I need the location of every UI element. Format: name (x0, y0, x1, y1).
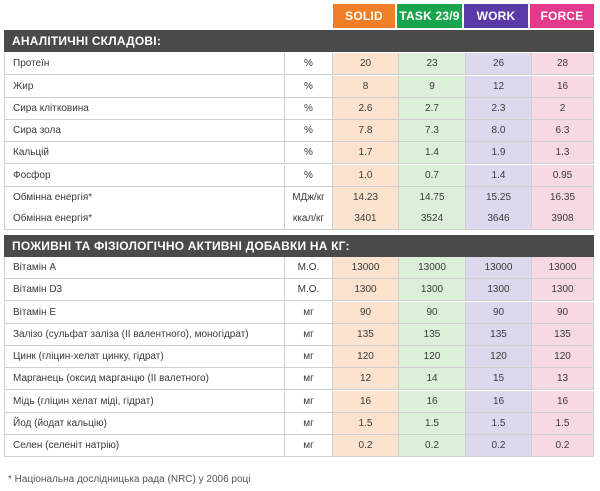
row-label: Цинк (гліцин-хелат цинку, гідрат) (4, 346, 285, 368)
product-header-solid: SOLID (333, 4, 395, 28)
value-solid: 7.8 (333, 120, 399, 142)
value-solid: 8 (333, 76, 399, 98)
product-header-work: WORK (464, 4, 528, 28)
row-unit: мг (285, 368, 333, 390)
table-row (4, 76, 594, 98)
value-solid: 135 (333, 324, 399, 346)
value-task: 1.5 (399, 413, 466, 435)
value-work: 3646 (466, 208, 532, 230)
value-task: 120 (399, 346, 466, 368)
row-unit: мг (285, 324, 333, 346)
value-task: 7.3 (399, 120, 466, 142)
value-work: 8.0 (466, 120, 532, 142)
table-row (4, 413, 594, 435)
row-label: Обмінна енергія* (4, 208, 285, 230)
value-force: 13 (532, 368, 594, 390)
value-solid: 13000 (333, 257, 399, 279)
row-unit: % (285, 76, 333, 98)
value-solid: 90 (333, 302, 399, 324)
value-task: 14.75 (399, 187, 466, 209)
row-unit: мг (285, 435, 333, 457)
value-force: 120 (532, 346, 594, 368)
row-unit: % (285, 53, 333, 75)
section-header: ПОЖИВНІ ТА ФІЗІОЛОГІЧНО АКТИВНІ ДОБАВКИ НА КГ: (4, 235, 594, 257)
row-unit: мг (285, 302, 333, 324)
value-task: 90 (399, 302, 466, 324)
row-unit: ккал/кг (285, 208, 333, 230)
product-header-row (0, 4, 600, 28)
table-row (4, 324, 594, 346)
value-work: 15.25 (466, 187, 532, 209)
table-row (4, 279, 594, 301)
table-row (4, 257, 594, 279)
row-label: Селен (селеніт натрію) (4, 435, 285, 457)
row-unit: мг (285, 346, 333, 368)
section-header: АНАЛІТИЧНІ СКЛАДОВІ: (4, 30, 594, 52)
table-row (4, 368, 594, 390)
value-work: 0.2 (466, 435, 532, 457)
value-work: 15 (466, 368, 532, 390)
value-task: 135 (399, 324, 466, 346)
value-force: 1.5 (532, 413, 594, 435)
product-header-task: TASK 23/9 (397, 4, 462, 28)
row-unit: % (285, 142, 333, 164)
value-work: 135 (466, 324, 532, 346)
value-solid: 1.7 (333, 142, 399, 164)
row-unit: М.О. (285, 279, 333, 301)
row-unit: % (285, 98, 333, 120)
value-force: 13000 (532, 257, 594, 279)
row-unit: мг (285, 413, 333, 435)
value-work: 26 (466, 53, 532, 75)
value-work: 2.3 (466, 98, 532, 120)
value-force: 3908 (532, 208, 594, 230)
row-label: Фосфор (4, 165, 285, 187)
row-label: Залізо (сульфат заліза (II валентного), моногідрат) (4, 324, 285, 346)
value-force: 0.2 (532, 435, 594, 457)
value-work: 1300 (466, 279, 532, 301)
row-label: Мідь (гліцин хелат міді, гідрат) (4, 391, 285, 413)
table-row (4, 98, 594, 120)
value-task: 0.7 (399, 165, 466, 187)
value-force: 1.3 (532, 142, 594, 164)
table-row (4, 120, 594, 142)
value-force: 1300 (532, 279, 594, 301)
value-task: 23 (399, 53, 466, 75)
value-work: 1.9 (466, 142, 532, 164)
row-label: Марганець (оксид марганцю (II валетного) (4, 368, 285, 390)
value-work: 16 (466, 391, 532, 413)
value-solid: 3401 (333, 208, 399, 230)
value-task: 3524 (399, 208, 466, 230)
value-task: 9 (399, 76, 466, 98)
value-solid: 14.23 (333, 187, 399, 209)
value-force: 16.35 (532, 187, 594, 209)
value-solid: 0.2 (333, 435, 399, 457)
value-work: 1.4 (466, 165, 532, 187)
value-solid: 1300 (333, 279, 399, 301)
row-label: Вітамін А (4, 257, 285, 279)
row-label: Кальцій (4, 142, 285, 164)
product-header-force: FORCE (530, 4, 594, 28)
value-work: 13000 (466, 257, 532, 279)
value-task: 16 (399, 391, 466, 413)
table-row (4, 187, 594, 209)
value-solid: 1.5 (333, 413, 399, 435)
value-task: 13000 (399, 257, 466, 279)
table-row (4, 391, 594, 413)
value-solid: 1.0 (333, 165, 399, 187)
table-row (4, 435, 594, 457)
value-task: 1.4 (399, 142, 466, 164)
table-row (4, 142, 594, 164)
value-force: 90 (532, 302, 594, 324)
value-work: 90 (466, 302, 532, 324)
row-unit: % (285, 165, 333, 187)
row-label: Сира клітковина (4, 98, 285, 120)
row-label: Вітамін D3 (4, 279, 285, 301)
value-force: 2 (532, 98, 594, 120)
table-row (4, 208, 594, 230)
row-unit: мг (285, 391, 333, 413)
value-work: 120 (466, 346, 532, 368)
value-solid: 120 (333, 346, 399, 368)
value-task: 2.7 (399, 98, 466, 120)
footnote: * Національна дослідницька рада (NRC) у 2006 році (8, 474, 251, 485)
value-task: 0.2 (399, 435, 466, 457)
row-unit: МДж/кг (285, 187, 333, 209)
value-force: 16 (532, 76, 594, 98)
row-label: Сира зола (4, 120, 285, 142)
row-unit: М.О. (285, 257, 333, 279)
value-force: 28 (532, 53, 594, 75)
value-work: 12 (466, 76, 532, 98)
value-force: 135 (532, 324, 594, 346)
row-label: Йод (йодат кальцію) (4, 413, 285, 435)
value-force: 16 (532, 391, 594, 413)
table-row (4, 302, 594, 324)
row-label: Вітамін Е (4, 302, 285, 324)
value-force: 6.3 (532, 120, 594, 142)
value-work: 1.5 (466, 413, 532, 435)
value-solid: 12 (333, 368, 399, 390)
row-unit: % (285, 120, 333, 142)
table-row (4, 165, 594, 187)
value-task: 1300 (399, 279, 466, 301)
value-task: 14 (399, 368, 466, 390)
row-label: Протеїн (4, 53, 285, 75)
value-solid: 2.6 (333, 98, 399, 120)
value-solid: 20 (333, 53, 399, 75)
row-label: Жир (4, 76, 285, 98)
row-label: Обмінна енергія* (4, 187, 285, 209)
table-row (4, 53, 594, 75)
value-force: 0.95 (532, 165, 594, 187)
value-solid: 16 (333, 391, 399, 413)
table-row (4, 346, 594, 368)
